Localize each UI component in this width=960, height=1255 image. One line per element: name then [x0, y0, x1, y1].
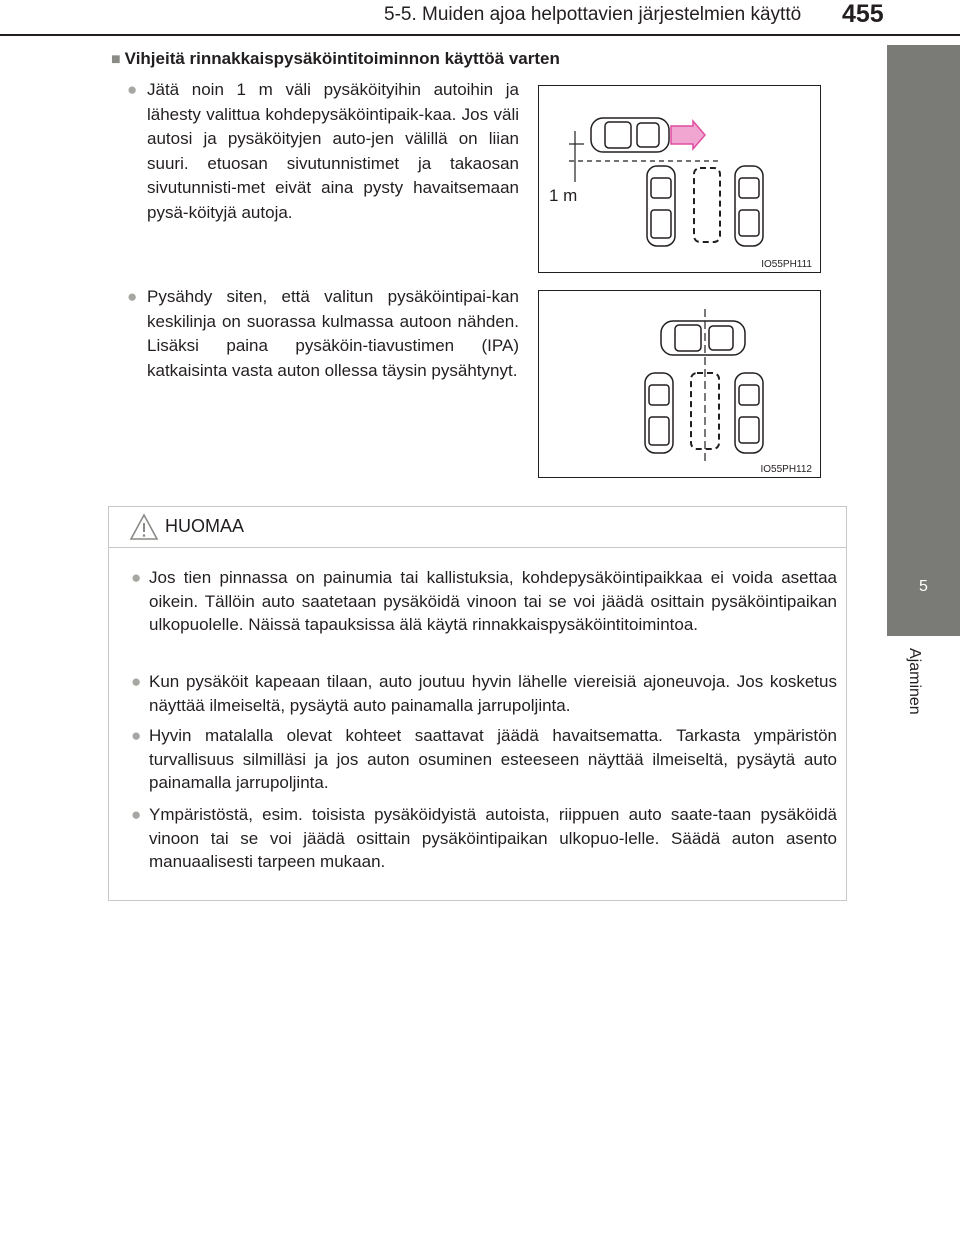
tip-text-1: Jätä noin 1 m väli pysäköityihin autoihin ja lähesty valittua kohdepysäköintipaik-kaa. Jos väli autosi ja pysäköityjen auto-jen välillä on liian suuri. etuosan sivutunnistimet ja takaosan sivutunnisti-met eivät aina pysty havaitsemaan pysä-köityjä autoja.: [147, 80, 519, 222]
section-heading-text: Vihjeitä rinnakkaispysäköintitoiminnon käyttöä varten: [124, 49, 560, 68]
page-number: 455: [842, 0, 884, 28]
bullet-icon: ●: [131, 726, 142, 745]
caution-text-1: Jos tien pinnassa on painumia tai kallistuksia, kohdepysäköintipaikkaa ei voida asettaa oikein. Tällöin auto saatetaan pysäköidä vinoon tai se voi jäädä osittain pysäköintipaikan ulkopuolelle. Näissä tapauksissa älä käytä rinnakkaispysäköintitoimintoa.: [149, 568, 837, 634]
parking-approach-diagram: [539, 86, 820, 272]
chapter-number: 5: [919, 578, 928, 595]
tip-item-2: [127, 285, 519, 383]
chapter-label: Ajaminen: [906, 648, 923, 715]
bullet-icon: ●: [131, 805, 142, 824]
figure-code: IO55PH112: [760, 464, 812, 475]
direction-arrow-icon: [671, 121, 705, 149]
figure-code: IO55PH111: [761, 259, 812, 270]
side-tab-strip: [887, 45, 960, 556]
header-rule: [0, 34, 960, 36]
bullet-icon: ●: [131, 672, 142, 691]
caution-header: [109, 507, 846, 548]
caution-box: [108, 506, 847, 901]
target-space-outline: [694, 168, 720, 242]
bullet-icon: ●: [127, 287, 138, 306]
caution-item-2: [131, 670, 837, 717]
running-header: 5-5. Muiden ajoa helpottavien järjestelmien käyttö: [384, 4, 802, 25]
tip-text-2: Pysähdy siten, että valitun pysäköintipai-kan keskilinja on suorassa kulmassa autoon nähden. Lisäksi paina pysäköin-tiavustimen (IPA) katkaisinta vasta auton ollessa täysin pysähtynyt.: [147, 287, 519, 380]
bullet-icon: ●: [131, 568, 142, 587]
warning-triangle-icon: [129, 513, 159, 541]
bullet-icon: ●: [127, 80, 138, 99]
distance-label: 1 m: [549, 186, 578, 205]
figure-parking-approach: [538, 85, 821, 273]
caution-item-1: [131, 566, 837, 637]
square-bullet-icon: ■: [111, 51, 121, 68]
caution-text-3: Hyvin matalalla olevat kohteet saattavat jäädä havaitsematta. Tarkasta ympäristön turvallisuus silmilläsi ja jos auton osuminen esteeseen näyttää ilmeiseltä, pysäytä auto painamalla jarrupoljinta.: [149, 726, 837, 792]
parking-stop-diagram: [539, 291, 820, 477]
caution-item-3: [131, 724, 837, 795]
caution-title: HUOMAA: [165, 516, 245, 536]
caution-text-2: Kun pysäköit kapeaan tilaan, auto joutuu hyvin lähelle viereisiä ajoneuvoja. Jos kosketus näyttää ilmeiseltä, pysäytä auto painamalla jarrupoljinta.: [149, 672, 837, 715]
caution-text-4: Ympäristöstä, esim. toisista pysäköidyistä autoista, riippuen auto saate-taan pysäköidä vinoon tai se voi jäädä osittain pysäköintipaikan ulkopuo-lelle. Säädä auton asento manuaalisesti tarpeen mukaan.: [149, 805, 837, 871]
caution-item-4: [131, 803, 837, 874]
tip-item-1: [127, 78, 519, 225]
figure-parking-stop: [538, 290, 821, 478]
chapter-tab: [887, 556, 960, 636]
section-heading: [111, 49, 560, 69]
